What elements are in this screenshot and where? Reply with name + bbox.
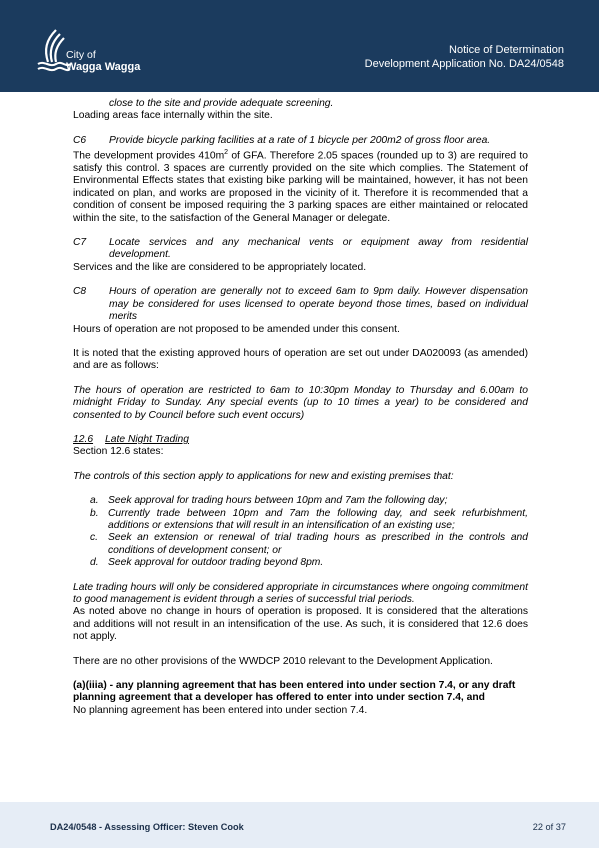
- footer-reference: DA24/0548 - Assessing Officer: Steven Cook: [50, 822, 244, 832]
- document-title-line-2: Development Application No. DA24/0548: [364, 58, 564, 70]
- control-number: C6: [73, 134, 87, 146]
- bold-heading: (a)(iiia) - any planning agreement that has been entered into under section 7.4, or any draft planning agreement that a developer has offered to enter into under section 7.4, and: [73, 680, 516, 704]
- paragraph: Hours of operation are not proposed to be amended under this consent.: [73, 323, 400, 335]
- list-text: Seek approval for outdoor trading beyond 8pm.: [108, 557, 324, 569]
- paragraph: As noted above no change in hours of operation is proposed. It is considered that the alterations and additions will not result in an intensification of the use. As such, it is considered that 12.6 does not apply.: [73, 606, 528, 643]
- paragraph: [73, 147, 528, 225]
- logo-line-1: City of: [66, 49, 96, 61]
- paragraph: Late trading hours will only be considered appropriate in circumstances where ongoing commitment to good management is evident through a series of successful trial periods.: [73, 581, 528, 606]
- logo-line-2: Wagga Wagga: [66, 61, 141, 73]
- control-text: Provide bicycle parking facilities at a rate of 1 bicycle per 200m2 of gross floor area.: [109, 134, 491, 146]
- document-title-line-1: Notice of Determination: [449, 44, 564, 56]
- list-letter: c.: [90, 532, 99, 544]
- controls-list: [73, 495, 528, 569]
- control-c8: [73, 286, 528, 323]
- superscript: 2: [224, 149, 229, 157]
- text-run: of GFA. Therefore 2.05 spaces (rounded up to 3) are required to satisfy this control. 3 spaces are currently provided on the site which complies. The Statement of Environmental Effects states that existing bike parking will be maintained, however, it has not been indicated on plan, and works are proposed in the vicinity of it. Therefore it is recommended that a condition of consent be imposed requiring the 3 parking spaces are either maintained or relocated within the site, to the satisfaction of the General Manager or delegate.: [73, 150, 528, 224]
- page-content: [73, 98, 528, 717]
- control-number: C8: [73, 286, 87, 298]
- paragraph: Section 12.6 states:: [73, 446, 164, 458]
- control-c7: [73, 237, 528, 262]
- text-run: The development provides 410m: [73, 150, 225, 162]
- page-footer: [0, 802, 599, 848]
- paragraph: Services and the like are considered to be appropriately located.: [73, 261, 367, 273]
- section-heading: [73, 434, 528, 446]
- list-letter: a.: [90, 495, 99, 507]
- paragraph: No planning agreement has been entered into under section 7.4.: [73, 704, 368, 716]
- paragraph: Loading areas face internally within the site.: [73, 110, 273, 122]
- list-text: Seek an extension or renewal of trial trading hours as prescribed in the controls and conditions of development consent; or: [108, 532, 528, 556]
- list-item: [73, 532, 528, 557]
- list-text: Currently trade between 10pm and 7am the following day, and seek refurbishment, additions or extensions that will result in an intensification of an existing use;: [108, 507, 528, 531]
- document-title: [365, 43, 564, 71]
- list-letter: b.: [90, 507, 99, 519]
- quote: The hours of operation are restricted to 6am to 10:30pm Monday to Thursday and 6.00am to midnight Friday to Sunday. Any special events (up to 10 times a year) to be considered and consented to by Council before such event occurs): [73, 384, 528, 421]
- paragraph: close to the site and provide adequate screening.: [109, 98, 334, 109]
- paragraph: There are no other provisions of the WWDCP 2010 relevant to the Development Application.: [73, 655, 493, 667]
- list-item: [73, 508, 528, 533]
- paragraph: It is noted that the existing approved hours of operation are set out under DA020093 (as amended) and are as follows:: [73, 347, 528, 372]
- control-number: C7: [73, 237, 87, 249]
- paragraph: The controls of this section apply to applications for new and existing premises that:: [73, 470, 454, 482]
- control-text: Hours of operation are generally not to exceed 6am to 9pm daily. However dispensation may be considered for uses licensed to operate beyond those times, based on individual merits: [109, 286, 528, 323]
- control-c6: [73, 135, 528, 147]
- section-title: Late Night Trading: [105, 433, 189, 445]
- page-header: [0, 0, 599, 92]
- control-text: Locate services and any mechanical vents or equipment away from residential development.: [109, 237, 528, 261]
- page-number: 22 of 37: [532, 822, 566, 832]
- list-item: [73, 557, 528, 569]
- section-number: 12.6: [73, 433, 94, 445]
- list-item: [73, 495, 528, 507]
- logo-text: [66, 49, 140, 73]
- list-letter: d.: [90, 557, 99, 569]
- list-text: Seek approval for trading hours between 10pm and 7am the following day;: [108, 495, 448, 507]
